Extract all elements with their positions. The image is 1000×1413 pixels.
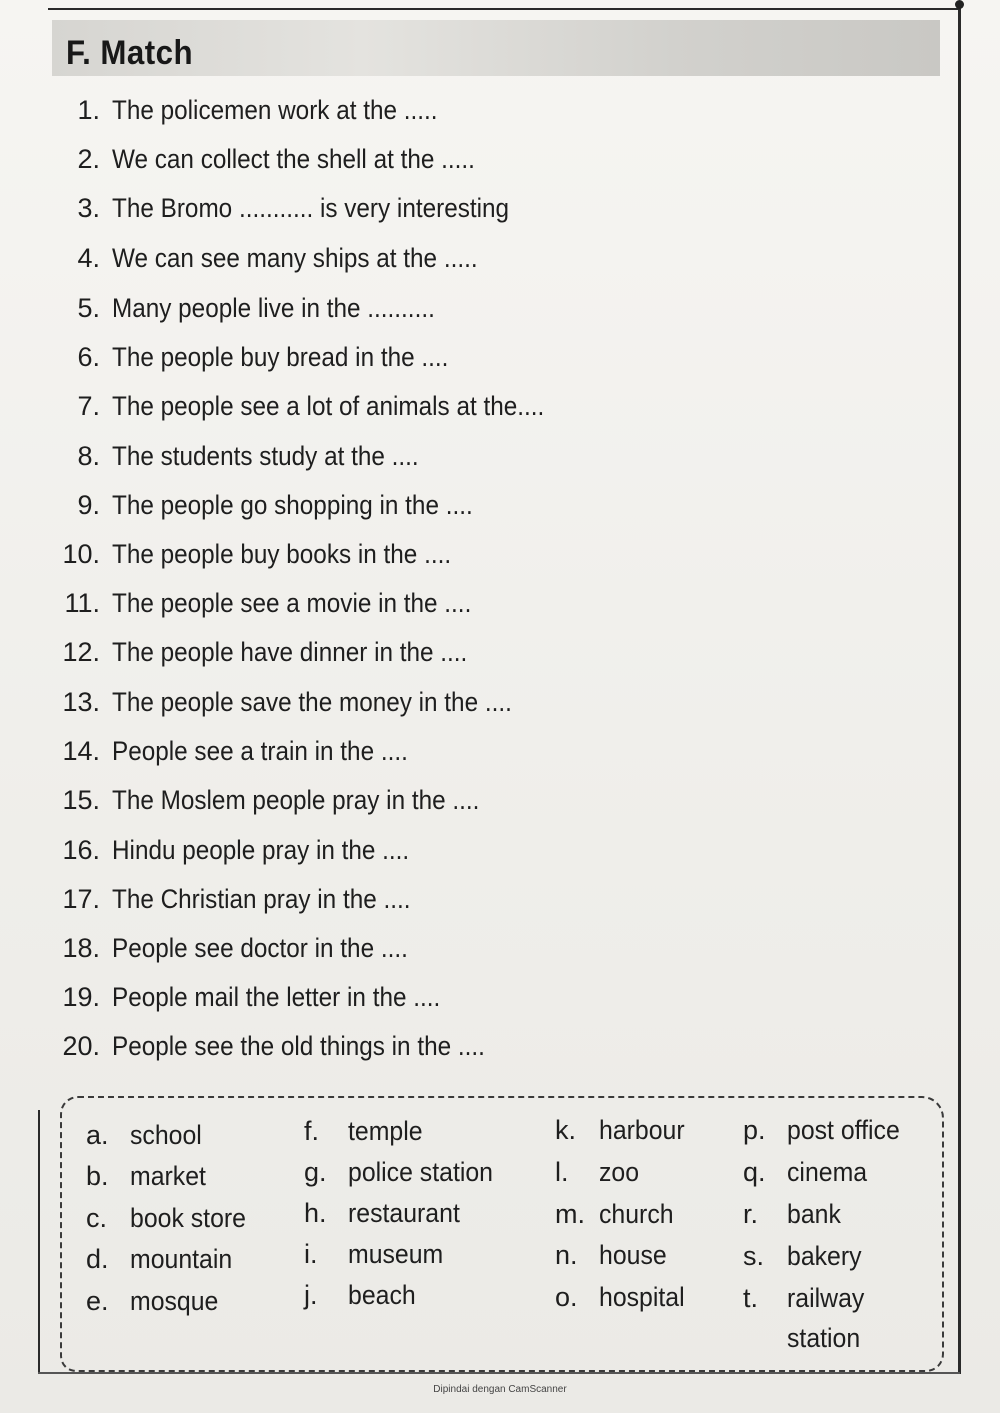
option-word: bank [787,1199,841,1229]
option-word: mountain [130,1244,233,1274]
question-number: 4. [77,243,100,273]
option-letter: m. [555,1199,585,1229]
option-word: church [599,1199,674,1229]
option-word: house [599,1240,667,1270]
option-word: railway [787,1283,865,1313]
question-item [60,438,620,474]
option-word: post office [787,1115,900,1145]
question-item [60,585,620,621]
question-number: 8. [77,441,100,471]
question-number: 1. [77,95,100,125]
option-word: bakery [787,1241,862,1271]
option-letter: t. [743,1283,759,1313]
option-letter: e. [86,1286,109,1316]
question-item [60,487,620,523]
question-text: People see the old things in the .... [112,1031,485,1061]
option-word: beach [348,1280,416,1310]
question-text: People mail the letter in the .... [112,982,441,1012]
option-word: temple [348,1116,423,1146]
option-word: market [130,1161,206,1191]
option-letter: i. [304,1239,318,1269]
option-word-line2: station [787,1323,861,1353]
option-letter: d. [86,1244,109,1274]
question-number: 6. [77,342,100,372]
option-letter: j. [304,1280,318,1310]
question-number: 19. [62,982,100,1012]
question-text: We can see many ships at the ..... [112,243,478,273]
question-item [60,1028,620,1064]
question-number: 9. [77,490,100,520]
question-item [60,141,620,177]
option-letter: q. [743,1157,766,1187]
option-letter: o. [555,1282,578,1312]
option-letter: a. [86,1120,109,1150]
question-item [60,782,620,818]
question-text: The people see a lot of animals at the.... [112,391,545,421]
question-number: 13. [62,687,100,717]
question-text: Many people live in the .......... [112,293,435,323]
question-number: 5. [77,293,100,323]
option-letter: b. [86,1161,109,1191]
question-number: 3. [77,193,100,223]
top-border-line [48,8,958,10]
option-letter: f. [304,1116,320,1146]
question-number: 12. [62,637,100,667]
question-text: The students study at the .... [112,441,419,471]
option-letter: k. [555,1115,577,1145]
question-text: People see doctor in the .... [112,933,408,963]
option-letter: l. [555,1157,569,1187]
right-border-line [958,6,961,1374]
question-item [60,536,620,572]
question-text: We can collect the shell at the ..... [112,144,475,174]
question-text: The Christian pray in the .... [112,884,411,914]
question-item [60,979,620,1015]
question-text: People see a train in the .... [112,736,408,766]
question-text: The people buy books in the .... [112,539,452,569]
bottom-border-line [38,1372,960,1374]
question-text: The people buy bread in the .... [112,342,449,372]
option-word: school [130,1120,202,1150]
option-word: restaurant [348,1198,460,1228]
question-item [60,92,620,128]
question-number: 17. [62,884,100,914]
question-item [60,684,620,720]
option-letter: p. [743,1115,766,1145]
question-text: The people save the money in the .... [112,687,512,717]
option-word: harbour [599,1115,685,1145]
option-word: hospital [599,1282,685,1312]
question-text: The Moslem people pray in the .... [112,785,480,815]
question-item [60,240,620,276]
question-number: 18. [62,933,100,963]
option-letter: c. [86,1203,108,1233]
question-text: The people see a movie in the .... [112,588,472,618]
question-number: 7. [77,391,100,421]
option-word: police station [348,1157,494,1187]
option-word: museum [348,1239,444,1269]
option-word: cinema [787,1157,868,1187]
question-item [60,290,620,326]
section-title: F. Match [66,34,194,72]
question-item [60,339,620,375]
question-item [60,832,620,868]
left-border-line [38,1110,40,1372]
corner-dot [955,0,964,9]
question-number: 10. [62,539,100,569]
question-item [60,881,620,917]
scanner-watermark: Dipindai dengan CamScanner [433,1384,567,1395]
option-word: book store [130,1203,246,1233]
question-text: The people have dinner in the .... [112,637,468,667]
option-letter: g. [304,1157,327,1187]
question-item [60,733,620,769]
question-number: 20. [62,1031,100,1061]
option-letter: h. [304,1198,327,1228]
question-text: The Bromo ........... is very interesting [112,193,510,223]
question-number: 14. [62,736,100,766]
question-number: 16. [62,835,100,865]
question-text: Hindu people pray in the .... [112,835,410,865]
option-letter: s. [743,1241,765,1271]
option-word: zoo [599,1157,640,1187]
question-item [60,930,620,966]
question-text: The people go shopping in the .... [112,490,473,520]
question-number: 2. [77,144,100,174]
question-item [60,634,620,670]
question-item [60,190,620,226]
option-letter: n. [555,1240,578,1270]
option-word: mosque [130,1286,219,1316]
question-text: The policemen work at the ..... [112,95,438,125]
question-item [60,388,620,424]
question-number: 11. [64,588,100,618]
option-letter: r. [743,1199,759,1229]
question-number: 15. [62,785,100,815]
